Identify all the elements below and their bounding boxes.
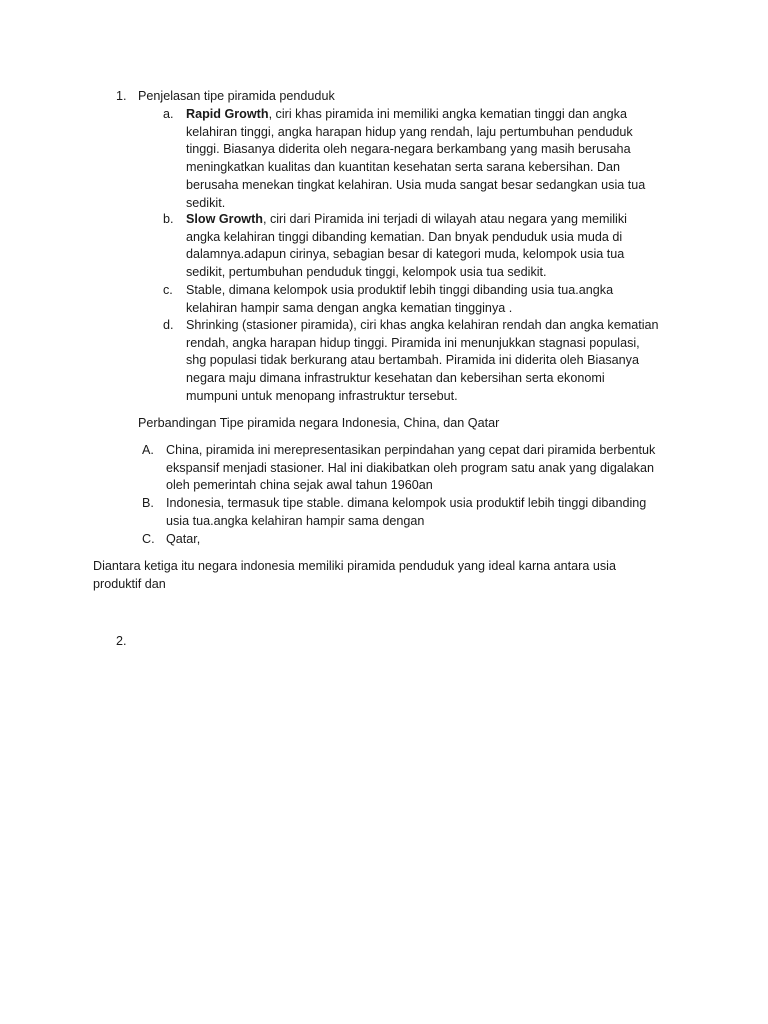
item-a-title: Rapid Growth: [186, 107, 269, 121]
comparison-item-qatar: Qatar,: [166, 532, 201, 546]
item-b-title: Slow Growth: [186, 212, 263, 226]
item-c-text: Stable, dimana kelompok usia produktif lebih tinggi dibanding usia tua.angka kelahiran hampir sama dengan angka kematian tingginya .: [186, 283, 614, 315]
item-b-text: Slow Growth, ciri dari Piramida ini terjadi di wilayah atau negara yang memiliki angka kelahiran tinggi dibanding kematian. Dan bnyak penduduk usia muda di dalamnya.adapun cirinya, sebagian besar di kategori muda, kelompok usia tua sedikit, pertumbuhan penduduk tinggi, kelompok usia tua sedikit.: [186, 212, 627, 280]
item-b-marker: b.: [163, 212, 174, 226]
item-c-marker: c.: [163, 283, 173, 297]
comparison-item-indonesia: Indonesia, termasuk tipe stable. dimana kelompok usia produktif lebih tinggi dibanding usia tua.angka kelahiran hampir sama dengan: [166, 496, 647, 528]
conclusion-paragraph: Diantara ketiga itu negara indonesia memiliki piramida penduduk yang ideal karna antara usia produktif dan: [93, 559, 616, 591]
comparison-item-china: China, piramida ini merepresentasikan perpindahan yang cepat dari piramida berbentuk ekspansif menjadi stasioner. Hal ini diakibatkan oleh program satu anak yang digalakan oleh pemerintah china sejak awal tahun 1960an: [166, 443, 656, 493]
item-a-text: Rapid Growth, ciri khas piramida ini memiliki angka kematian tinggi dan angka kelahiran tinggi, angka harapan hidup yang rendah, laju pertumbuhan penduduk tinggi. Biasanya diderita oleh negara-negara berkambang yang masih berusaha meningkatkan kualitas dan kuantitan kesehatan serta sarana kebersihan. Dan berusaha menekan tingkat kelahiran. Usia muda sangat besar sedangkan usia tua sedikit.: [186, 107, 646, 210]
item-d-marker: d.: [163, 318, 174, 332]
comparison-item-b-marker: B.: [142, 496, 154, 510]
section-2-number: 2.: [116, 634, 127, 648]
comparison-item-a-marker: A.: [142, 443, 154, 457]
comparison-heading: Perbandingan Tipe piramida negara Indonesia, China, dan Qatar: [138, 416, 500, 430]
item-d-text: Shrinking (stasioner piramida), ciri khas angka kelahiran rendah dan angka kematian rendah, angka harapan hidup tinggi. Piramida ini menunjukkan stagnasi populasi, shg populasi tidak berkurang atau bertambah. Piramida ini diderita oleh Biasanya negara maju dimana infrastruktur kesehatan dan kebersihan serta ekonomi mumpuni untuk menopang infrastruktur tersebut.: [186, 318, 659, 403]
section-1-number: 1.: [116, 89, 127, 103]
section-1-heading: Penjelasan tipe piramida penduduk: [138, 89, 335, 103]
comparison-item-c-marker: C.: [142, 532, 155, 546]
item-a-marker: a.: [163, 107, 174, 121]
